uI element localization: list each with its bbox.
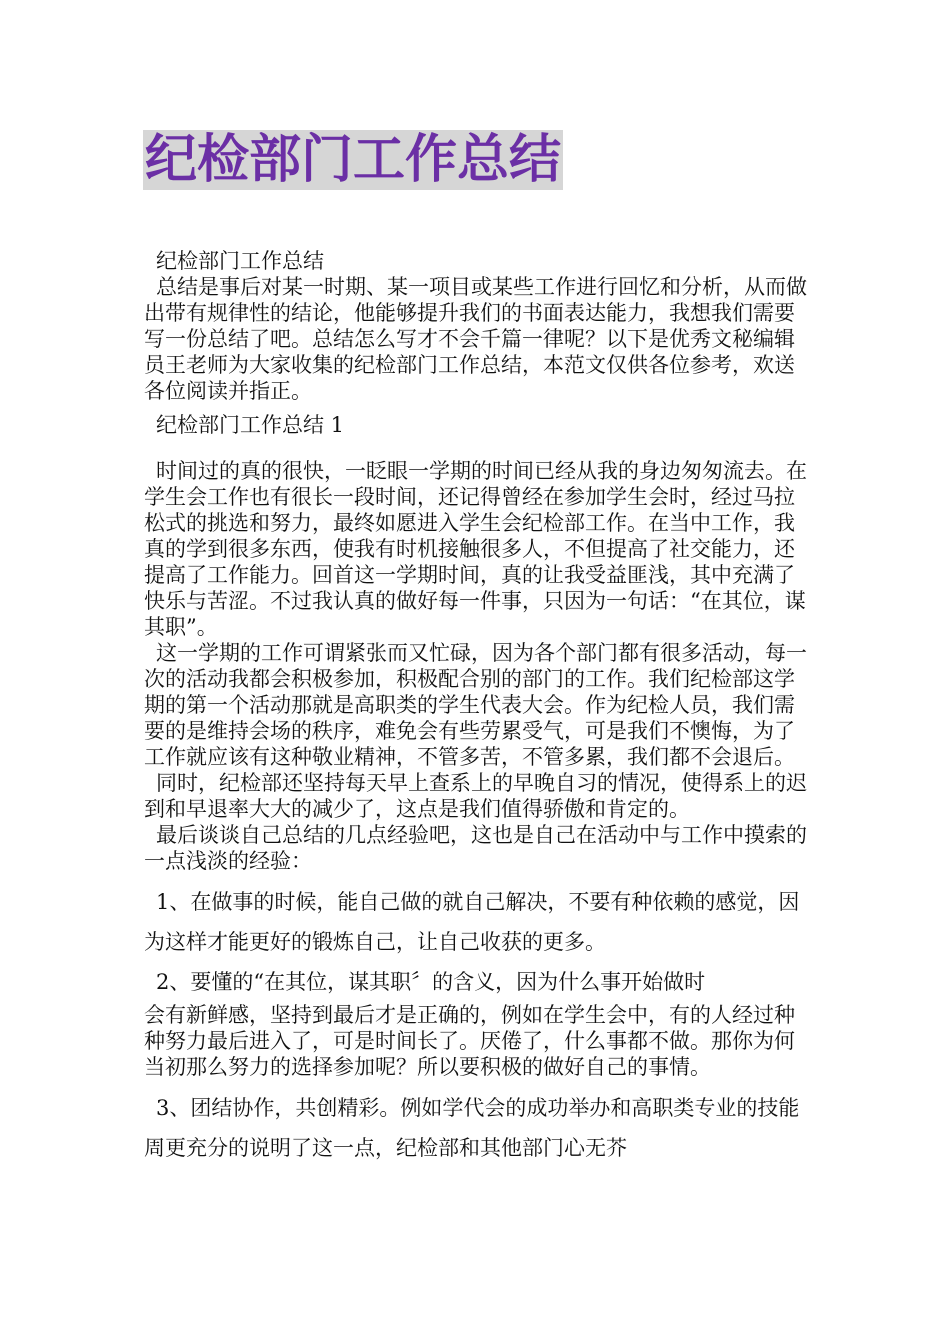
body-paragraph: 时间过的真的很快，一眨眼一学期的时间已经从我的身边匆匆流去。在学生会工作也有很长一段时间，还记得曾经在参加学生会时，经过马拉松式的挑选和努力，最终如愿进入学生会纪检部工作。在当中工作，我真的学到很多东西，使我有时机接触很多人，不但提高了社交能力，还提高了工作能力。回首这一学期时间，真的让我受益匪浅，其中充满了快乐与苦涩。不过我认真的做好每一件事，只因为一句话：“在其位，谋其职”。 xyxy=(144,459,807,639)
body-paragraph: 最后谈谈自己总结的几点经验吧，这也是自己在活动中与工作中摸索的一点浅淡的经验： xyxy=(144,823,807,873)
intro-paragraph: 总结是事后对某一时期、某一项目或某些工作进行回忆和分析，从而做出带有规律性的结论，他能够提升我们的书面表达能力，我想我们需要写一份总结了吧。总结怎么写才不会千篇一律呢？以下是优秀文秘编辑员王老师为大家收集的纪检部门工作总结，本范文仅供各位参考，欢送各位阅读并指正。 xyxy=(144,275,807,403)
list-item: 2、要懂的“在其位，谋其职〞的含义，因为什么事开始做时 xyxy=(156,970,706,994)
section-heading: 纪检部门工作总结 1 xyxy=(156,413,345,437)
body-paragraph: 同时，纪检部还坚持每天早上查系上的早晚自习的情况，使得系上的迟到和早退率大大的减少了，这点是我们值得骄傲和肯定的。 xyxy=(144,771,807,821)
list-item: 1、在做事的时候，能自己做的就自己解决，不要有种依赖的感觉，因为这样才能更好的锻炼自己，让自己收获的更多。 xyxy=(144,890,800,954)
document-body xyxy=(144,248,814,1168)
list-item-continuation: 会有新鲜感，坚持到最后才是正确的，例如在学生会中，有的人经过种种努力最后进入了，可是时间长了。厌倦了，什么事都不做。那你为何当初那么努力的选择参加呢？所以要积极的做好自己的事情。 xyxy=(144,1003,795,1079)
intro-heading: 纪检部门工作总结 xyxy=(156,249,324,273)
document-title: 纪检部门工作总结 xyxy=(145,130,562,190)
body-paragraph: 这一学期的工作可谓紧张而又忙碌，因为各个部门都有很多活动，每一次的活动我都会积极参加，积极配合别的部门的工作。我们纪检部这学期的第一个活动那就是高职类的学生代表大会。作为纪检人员，我们需要的是维持会场的秩序，难免会有些劳累受气，可是我们不懊悔，为了工作就应该有这种敬业精神，不管多苦，不管多累，我们都不会退后。 xyxy=(144,641,807,769)
list-item: 3、团结协作，共创精彩。例如学代会的成功举办和高职类专业的技能周更充分的说明了这一点，纪检部和其他部门心无芥 xyxy=(144,1096,800,1160)
